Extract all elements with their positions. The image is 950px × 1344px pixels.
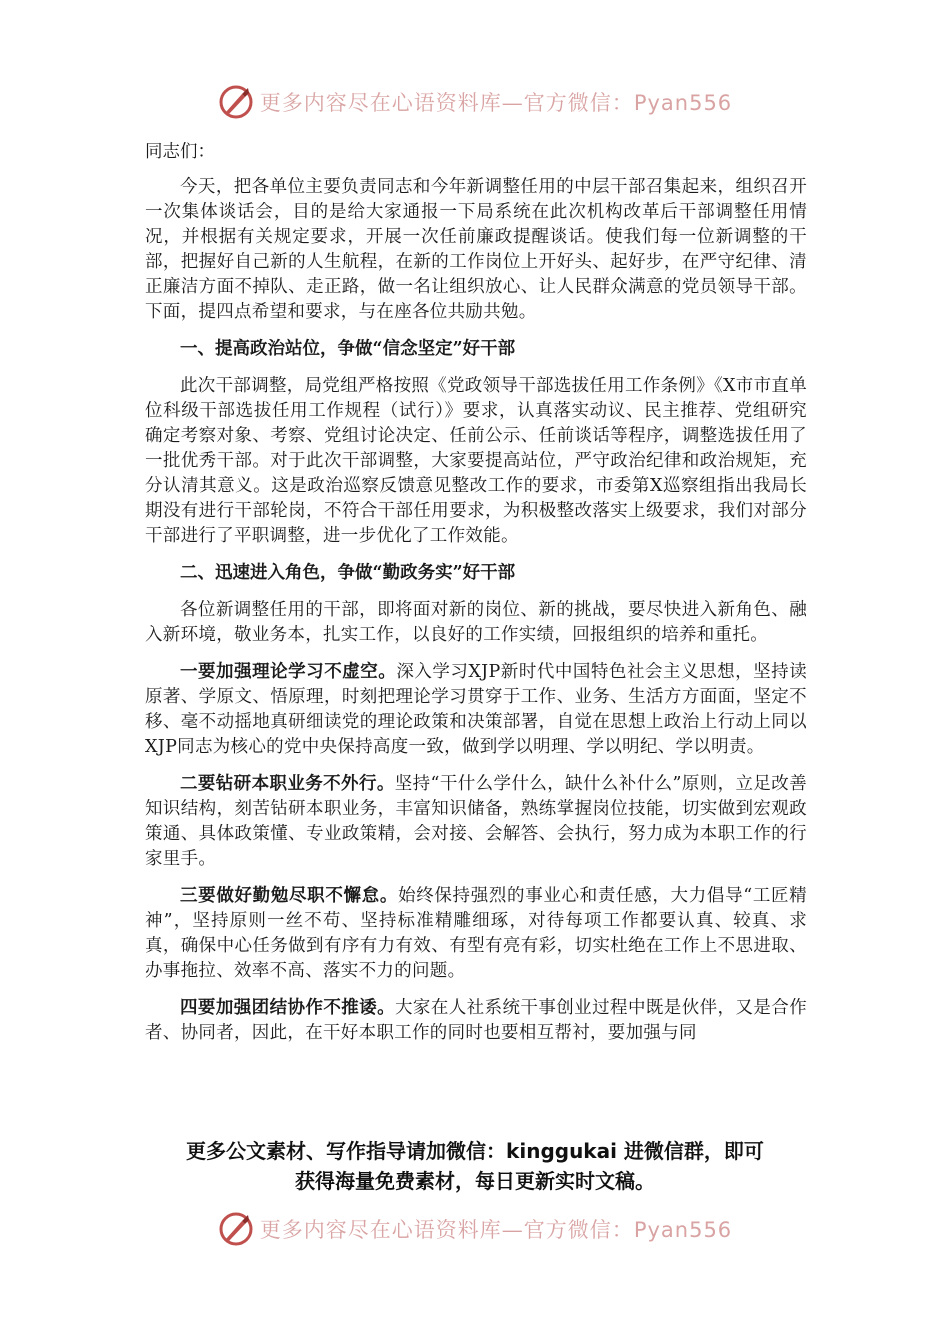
banner-wechat-id: Pyan556 bbox=[633, 1218, 733, 1242]
promo-line-1: 更多公文素材、写作指导请加微信：kinggukai 进微信群，即可 bbox=[186, 1139, 764, 1163]
point-text-1: 深入学习XJP新时代中国特色社会主义思想，坚持读原著、学原文、悟原理，时刻把理论学习贯穿于工作、业务、生活方方面面，坚定不移、毫不动摇地真研细读党的理论政策和决策部署，自觉在思想上政治上行动上同以XJP同志为核心的党中央保持高度一致，做到学以明理、学以明纪、学以明责。 bbox=[145, 662, 807, 757]
point-paragraph-4 bbox=[145, 996, 807, 1046]
point-paragraph-1 bbox=[145, 660, 807, 760]
quill-logo-icon bbox=[218, 84, 254, 120]
point-text-3: 始终保持强烈的事业心和责任感，大力倡导“工匠精神”，坚持原则一丝不苟、坚持标准精雕细琢，对待每项工作都要认真、较真、求真，确保中心任务做到有序有力有效、有型有亮有彩，切实杜绝在工作上不思进取、办事拖拉、效率不高、落实不力的问题。 bbox=[145, 886, 807, 981]
point-paragraph-2 bbox=[145, 772, 807, 872]
banner-text: 更多内容尽在心语资料库—官方微信：Pyan556 bbox=[259, 1218, 733, 1242]
salutation: 同志们： bbox=[145, 142, 215, 162]
point-lead-4: 四要加强团结协作不推诿。 bbox=[180, 998, 396, 1018]
banner-text: 更多内容尽在心语资料库—官方微信：Pyan556 bbox=[259, 91, 733, 115]
banner-wechat-id: Pyan556 bbox=[633, 91, 733, 115]
document-body bbox=[145, 140, 807, 1058]
quill-logo-icon bbox=[218, 1211, 254, 1247]
point-text-2: 坚持“干什么学什么，缺什么补什么”原则，立足改善知识结构，刻苦钻研本职业务，丰富知识储备，熟练掌握岗位技能，切实做到宏观政策通、具体政策懂、专业政策精，会对接、会解答、会执行，努力成为本职工作的行家里手。 bbox=[145, 774, 807, 869]
point-paragraph-3 bbox=[145, 884, 807, 984]
header-banner bbox=[0, 80, 950, 124]
footer-banner bbox=[0, 1207, 950, 1251]
promo-line-2: 获得海量免费素材，每日更新实时文稿。 bbox=[295, 1169, 655, 1193]
intro-paragraph: 今天，把各单位主要负责同志和今年新调整任用的中层干部召集起来，组织召开一次集体谈话会，目的是给大家通报一下局系统在此次机构改革后干部调整任用情况，并根据有关规定要求，开展一次任前廉政提醒谈话。使我们每一位新调整的干部，把握好自己新的人生航程，在新的工作岗位上开好头、起好步，在严守纪律、清正廉洁方面不掉队、走正路，做一名让组织放心、让人民群众满意的党员领导干部。下面，提四点希望和要求，与在座各位共励共勉。 bbox=[145, 177, 807, 322]
point-lead-3: 三要做好勤勉尽职不懈怠。 bbox=[180, 886, 399, 906]
section1-heading: 一、提高政治站位，争做“信念坚定”好干部 bbox=[180, 339, 516, 359]
point-lead-1: 一要加强理论学习不虚空。 bbox=[180, 662, 397, 682]
promo-notice bbox=[0, 1136, 950, 1196]
point-text-4: 大家在人社系统干事创业过程中既是伙伴，又是合作者、协同者，因此，在干好本职工作的同时也要相互帮衬，要加强与同 bbox=[145, 998, 807, 1043]
section1-paragraph: 此次干部调整，局党组严格按照《党政领导干部选拔任用工作条例》《X市市直单位科级干部选拔任用工作规程（试行）》要求，认真落实动议、民主推荐、党组研究确定考察对象、考察、党组讨论决定、任前公示、任前谈话等程序，调整选拔任用了一批优秀干部。对于此次干部调整，大家要提高站位，严守政治纪律和政治规矩，充分认清其意义。这是政治巡察反馈意见整改工作的要求，市委第X巡察组指出我局长期没有进行干部轮岗，不符合干部任用要求，为积极整改落实上级要求，我们对部分干部进行了平职调整，进一步优化了工作效能。 bbox=[145, 376, 808, 546]
point-lead-2: 二要钻研本职业务不外行。 bbox=[180, 774, 395, 794]
section2-paragraph: 各位新调整任用的干部，即将面对新的岗位、新的挑战，要尽快进入新角色、融入新环境，敬业务本，扎实工作，以良好的工作实绩，回报组织的培养和重托。 bbox=[145, 600, 807, 645]
section2-heading: 二、迅速进入角色，争做“勤政务实”好干部 bbox=[180, 563, 516, 583]
